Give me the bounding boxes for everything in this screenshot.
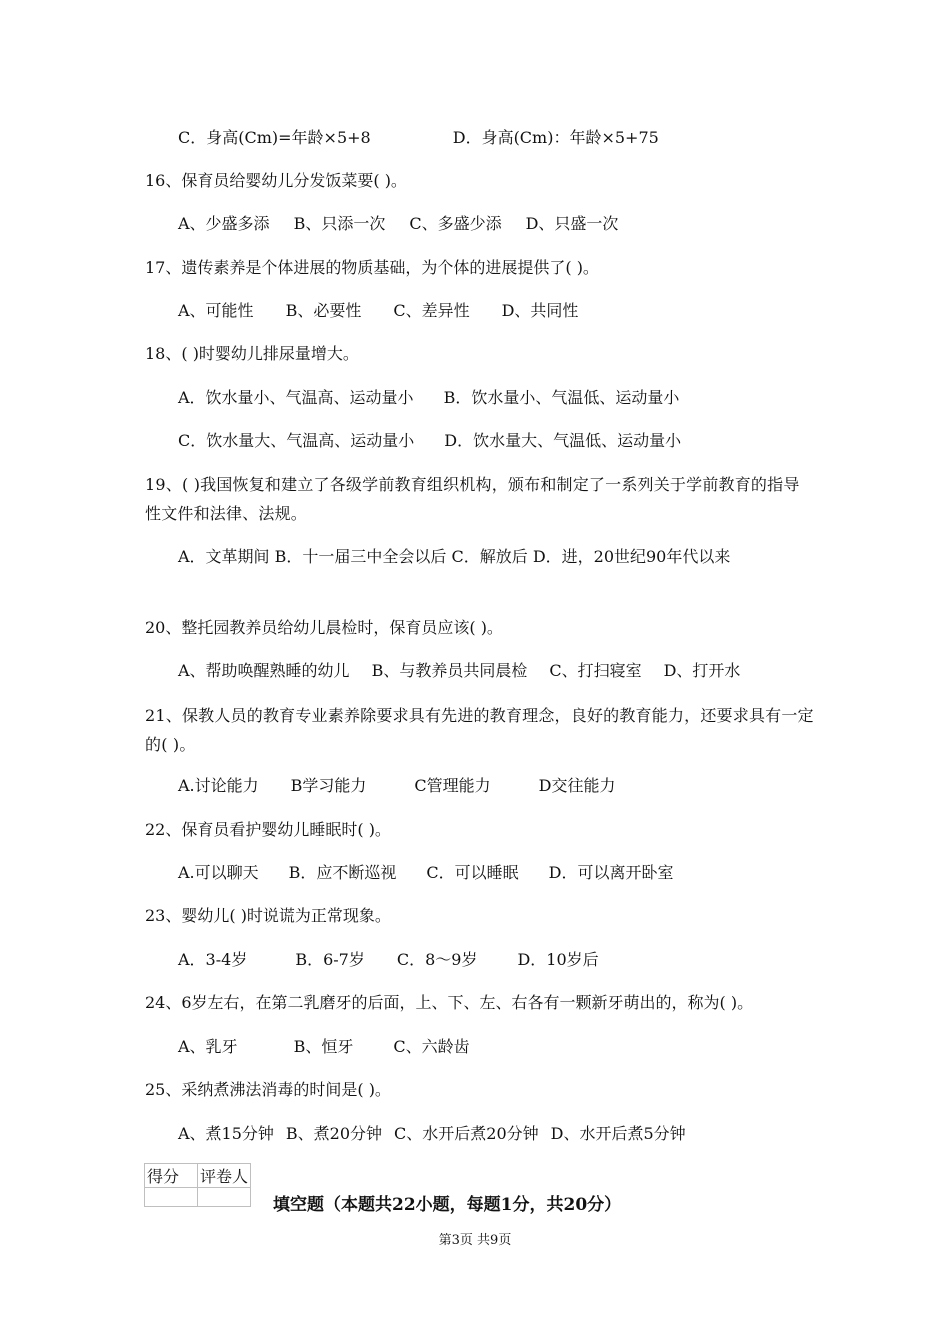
q17-option-b: B、必要性 bbox=[285, 301, 362, 320]
q23-option-b: B．6-7岁 bbox=[295, 950, 365, 969]
q16-option-c: C、多盛少添 bbox=[409, 214, 502, 233]
q15-option-c: C．身高(Cm)=年龄×5+8 bbox=[178, 128, 371, 147]
q21-options bbox=[178, 776, 616, 796]
score-header: 得分 bbox=[145, 1164, 198, 1188]
q16-options bbox=[178, 214, 618, 234]
q20-option-d: D、打开水 bbox=[663, 661, 741, 680]
q21-option-c: C管理能力 bbox=[414, 776, 491, 795]
q17-option-c: C、差异性 bbox=[393, 301, 470, 320]
q23-option-c: C．8～9岁 bbox=[396, 950, 478, 969]
q24-option-c: C、六龄齿 bbox=[393, 1037, 470, 1056]
q17-option-a: A、可能性 bbox=[178, 301, 254, 320]
q20-stem: 20、整托园教养员给幼儿晨检时，保育员应该( )。 bbox=[145, 618, 503, 637]
q21-stem: 21、保教人员的教育专业素养除要求具有先进的教育理念，良好的教育能力，还要求具有一定的( )。 bbox=[145, 706, 814, 754]
q24-stem: 24、6岁左右，在第二乳磨牙的后面，上、下、左、右各有一颗新牙萌出的，称为( )。 bbox=[145, 993, 754, 1012]
q18-options-row2 bbox=[178, 431, 681, 451]
q16-option-b: B、只添一次 bbox=[293, 214, 386, 233]
q15-option-d: D．身高(Cm)：年龄×5+75 bbox=[452, 128, 659, 147]
q25-stem: 25、采纳煮沸法消毒的时间是( )。 bbox=[145, 1080, 391, 1099]
q23-option-d: D．10岁后 bbox=[517, 950, 599, 969]
page-footer: 第3页 共9页 bbox=[438, 1233, 512, 1248]
q21-option-b: B学习能力 bbox=[290, 776, 367, 795]
q17-stem: 17、遗传素养是个体进展的物质基础，为个体的进展提供了( )。 bbox=[145, 258, 599, 277]
q17-option-d: D、共同性 bbox=[501, 301, 579, 320]
q20-option-b: B、与教养员共同晨检 bbox=[371, 661, 528, 680]
q25-options bbox=[178, 1124, 686, 1144]
q24-options bbox=[178, 1037, 470, 1057]
q16-option-a: A、少盛多添 bbox=[178, 214, 270, 233]
q18-stem: 18、( )时婴幼儿排尿量增大。 bbox=[145, 344, 359, 363]
q22-stem: 22、保育员看护婴幼儿睡眠时( )。 bbox=[145, 820, 391, 839]
q20-option-c: C、打扫寝室 bbox=[549, 661, 642, 680]
q23-options bbox=[178, 950, 599, 970]
q24-option-b: B、恒牙 bbox=[293, 1037, 354, 1056]
q22-option-d: D．可以离开卧室 bbox=[548, 863, 674, 882]
q25-option-a: A、煮15分钟 bbox=[178, 1124, 274, 1143]
q18-option-c: C．饮水量大、气温高、运动量小 bbox=[178, 431, 415, 450]
q24-option-a: A、乳牙 bbox=[178, 1037, 238, 1056]
q22-options bbox=[178, 863, 674, 883]
q19-options: A．文革期间 B．十一届三中全会以后 C．解放后 D．进，20世纪90年代以来 bbox=[178, 547, 731, 566]
grader-header: 评卷人 bbox=[198, 1164, 251, 1188]
q25-option-b: B、煮20分钟 bbox=[285, 1124, 383, 1143]
score-cell bbox=[145, 1188, 198, 1207]
q21-option-d: D交往能力 bbox=[538, 776, 616, 795]
q18-option-b: B．饮水量小、气温低、运动量小 bbox=[443, 388, 680, 407]
q17-options bbox=[178, 301, 578, 321]
q22-option-a: A.可以聊天 bbox=[178, 863, 259, 882]
q25-option-c: C、水开后煮20分钟 bbox=[394, 1124, 539, 1143]
q21-option-a: A.讨论能力 bbox=[178, 776, 259, 795]
q25-option-d: D、水开后煮5分钟 bbox=[550, 1124, 686, 1143]
q15-options bbox=[178, 128, 659, 148]
q23-stem: 23、婴幼儿( )时说谎为正常现象。 bbox=[145, 906, 391, 925]
q18-option-a: A．饮水量小、气温高、运动量小 bbox=[178, 388, 414, 407]
q16-option-d: D、只盛一次 bbox=[525, 214, 619, 233]
q22-option-b: B．应不断巡视 bbox=[288, 863, 397, 882]
q19-stem: 19、( )我国恢复和建立了各级学前教育组织机构，颁布和制定了一系列关于学前教育的指导性文件和法律、法规。 bbox=[145, 475, 800, 523]
q18-option-d: D．饮水量大、气温低、运动量小 bbox=[444, 431, 682, 450]
score-table bbox=[144, 1163, 251, 1207]
q22-option-c: C．可以睡眠 bbox=[426, 863, 519, 882]
section-title: 填空题（本题共22小题，每题1分，共20分） bbox=[273, 1195, 622, 1215]
grader-cell bbox=[198, 1188, 251, 1207]
q20-option-a: A、帮助唤醒熟睡的幼儿 bbox=[178, 661, 350, 680]
q16-stem: 16、保育员给婴幼儿分发饭菜要( )。 bbox=[145, 171, 407, 190]
q23-option-a: A．3-4岁 bbox=[178, 950, 248, 969]
q18-options-row1 bbox=[178, 388, 679, 408]
q20-options bbox=[178, 661, 740, 681]
